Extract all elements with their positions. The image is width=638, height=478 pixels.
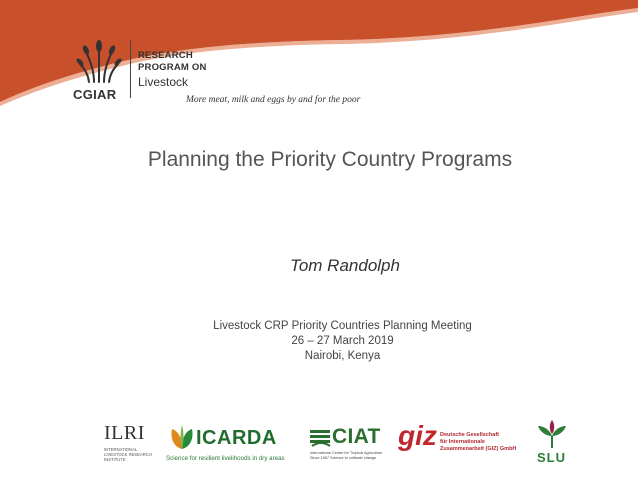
ciat-subtitle-line1: International Center for Tropical Agriculture [310,451,383,455]
cgiar-acronym: CGIAR [73,87,117,102]
giz-line-1: Deutsche Gesellschaft [440,432,499,438]
partner-logos [0,418,638,468]
author-name: Tom Randolph [290,256,400,275]
slide-title: Planning the Priority Country Programs [147,148,513,171]
leaf-sprout-icon [168,423,196,451]
slu-name: SLU [537,450,566,465]
giz-logo [398,418,520,468]
wheat-sheaf-icon [76,38,122,84]
giz-full-name [440,432,530,453]
giz-line-3: Zusammenarbeit (GIZ) GmbH [440,446,517,452]
ilri-acronym: ILRI [104,422,145,444]
icarda-logo [164,418,294,468]
giz-name: giz [398,420,437,451]
icarda-name: ICARDA [196,427,277,449]
giz-line-2: für Internationale [440,439,485,445]
meeting-dates: 26 – 27 March 2019 [291,335,394,347]
ciat-stripes-icon [310,428,332,448]
icarda-tagline: Science for resilient livelihoods in dry areas [166,455,285,462]
meeting-name: Livestock CRP Priority Countries Planning Meeting [213,320,472,332]
program-line-1: RESEARCH [138,50,193,61]
ciat-logo [308,418,386,468]
logo-divider [130,40,131,98]
program-livestock: Livestock [138,75,189,89]
slu-flower-icon [534,420,570,450]
ciat-subtitle [310,451,390,461]
meeting-location: Nairobi, Kenya [304,350,381,362]
meeting-info [160,319,525,364]
ciat-subtitle-line2: Since 1967 Science to cultivate change [310,456,377,460]
program-line-2: PROGRAM ON [138,62,207,73]
slu-logo [528,418,574,468]
ciat-name: CIAT [332,425,381,448]
program-name-block [138,50,207,88]
ilri-logo [104,418,150,468]
tagline: More meat, milk and eggs by and for the poor [186,95,361,105]
ilri-full-name: INTERNATIONAL LIVESTOCK RESEARCH INSTITUTE [104,447,152,462]
